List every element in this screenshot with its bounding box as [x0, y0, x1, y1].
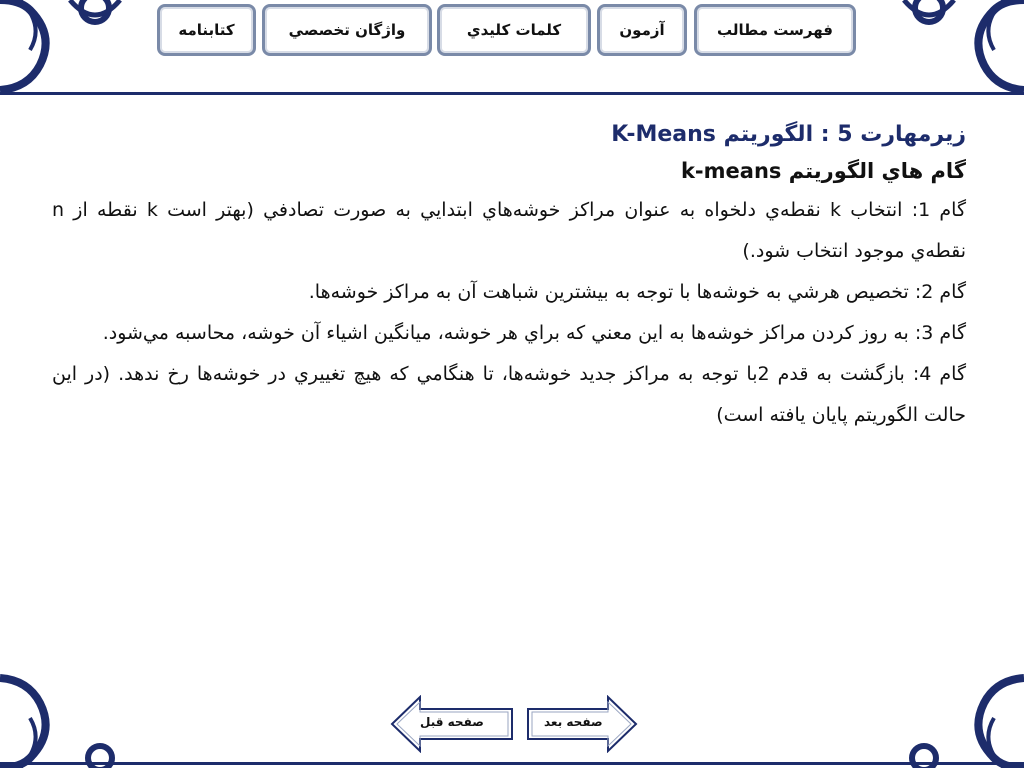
prev-page-label: صفحه قبل [420, 715, 484, 729]
step-text: انتخاب k نقطه‌ي دلخواه به عنوان مراكز خوشه‌هاي ابتدايي به صورت تصادفي (بهتر است k نقطه از n نقطه‌ي موجود انتخاب شود.) [52, 199, 966, 262]
step-label: گام 4: [912, 363, 966, 385]
step-text: بازگشت به قدم 2با توجه به مراكز جديد خوشه‌ها، تا هنگامي كه هيچ تغييري در خوشه‌ها رخ ندهد. (در اين حالت الگوريتم پايان يافته است) [52, 363, 966, 426]
step-1 [52, 190, 966, 272]
next-page-button[interactable] [526, 695, 638, 753]
top-divider [0, 92, 1024, 95]
section-heading [52, 152, 966, 190]
page-title [52, 118, 966, 152]
step-text: به روز كردن مراكز خوشه‌ها به اين معني كه براي هر خوشه، ميانگين اشياء آن خوشه، محاسبه مي‌شود. [102, 322, 909, 344]
bottom-divider [0, 762, 1024, 765]
corner-ornament-bottom-right [894, 668, 1024, 768]
nav-button-bibliography[interactable]: کتابنامه [157, 4, 256, 56]
main-content [52, 118, 966, 436]
step-label: گام 1: [911, 199, 967, 221]
nav-button-table-of-contents[interactable]: فهرست مطالب [694, 4, 856, 56]
next-page-label: صفحه بعد [544, 715, 603, 729]
page-title-term: K-Means [611, 122, 716, 147]
corner-ornament-bottom-left [0, 668, 130, 768]
section-heading-prefix: گام هاي الگوريتم [781, 159, 966, 183]
step-3 [52, 313, 966, 354]
nav-button-keywords[interactable]: كلمات كليدي [437, 4, 591, 56]
nav-button-quiz[interactable]: آزمون [597, 4, 687, 56]
corner-ornament-top-right [894, 0, 1024, 96]
step-text: تخصيص هرشي به خوشه‌ها با توجه به بيشترين شباهت آن به مراكز خوشه‌ها. [308, 281, 909, 303]
step-4 [52, 354, 966, 436]
corner-ornament-top-left [0, 0, 130, 96]
section-heading-term: k-means [680, 159, 782, 183]
prev-page-button[interactable] [390, 695, 514, 753]
step-label: گام 2: [914, 281, 966, 303]
nav-button-glossary[interactable]: واژگان تخصصي [262, 4, 432, 56]
page-title-prefix: زیرمهارت 5 : الگوريتم [715, 122, 966, 147]
step-2 [52, 272, 966, 313]
step-label: گام 3: [914, 322, 966, 344]
